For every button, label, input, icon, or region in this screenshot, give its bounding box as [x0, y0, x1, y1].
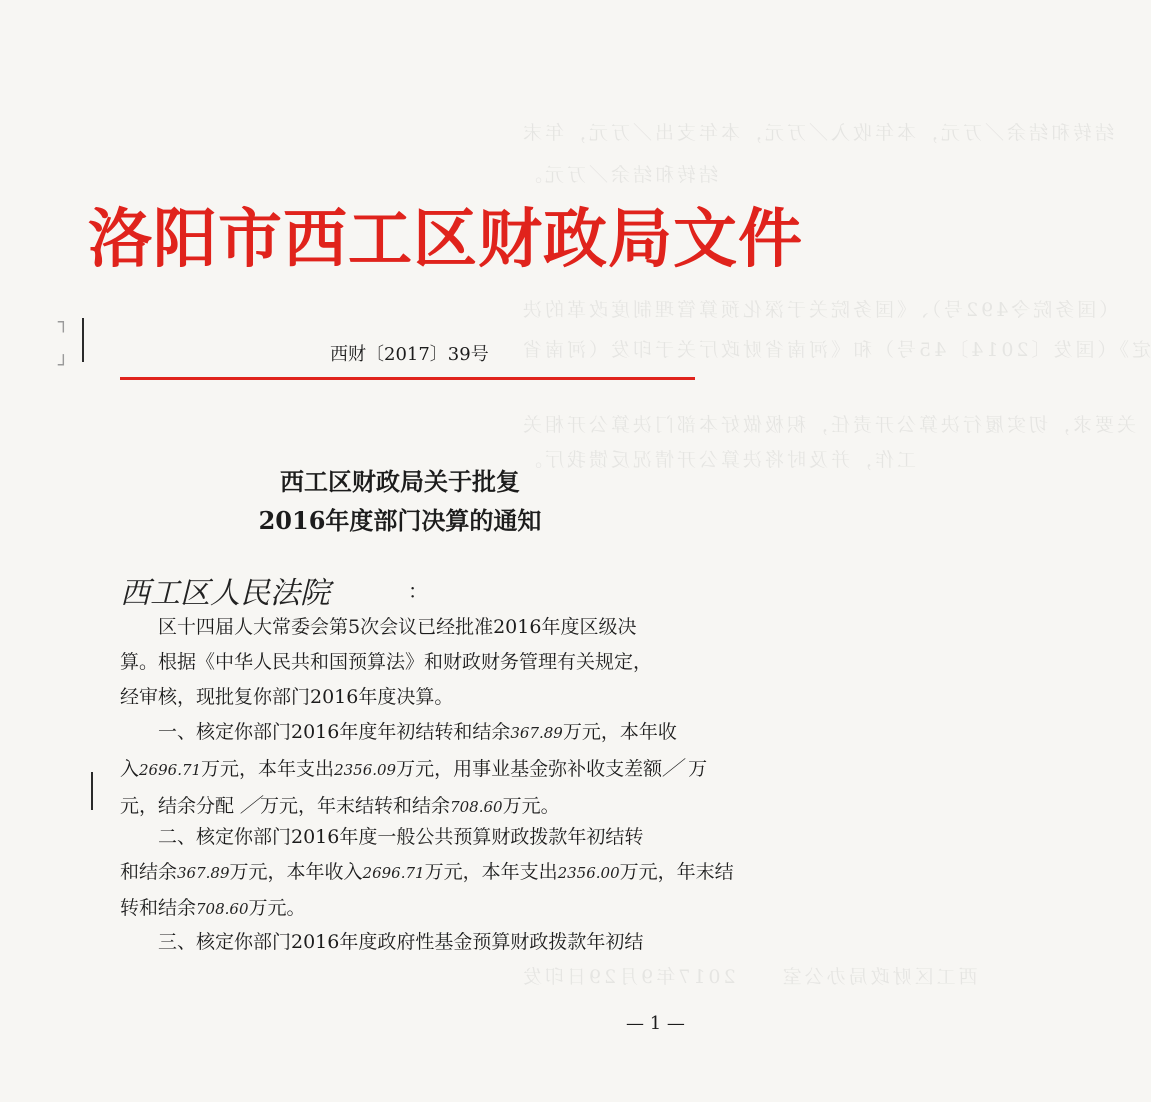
red-divider-rule [120, 377, 695, 380]
section-three-paragraph [120, 925, 710, 960]
section-two-line: 二、核定你部门2016年度一般公共预算财政拨款年初结转 [158, 826, 644, 848]
text-run: 万元，本年支出 [201, 758, 335, 780]
handwritten-dash: ／ [240, 793, 261, 817]
show-through-text: 工作，并及时将决算公开情况反馈我厅。 [520, 449, 917, 471]
letterhead-title: 洛阳市西工区财政局文件 [88, 203, 803, 277]
text-run: 万元，用事业基金弥补收支差额 [396, 758, 663, 780]
text-run: 转和结余 [120, 897, 197, 919]
text-run: 元，结余分配 [120, 795, 241, 817]
punch-hole-mark: ┐ [58, 312, 69, 333]
show-through-text: （国务院令492号）、《国务院关于深化预算管理制度改革的决 [520, 299, 1119, 321]
section-three-line: 三、核定你部门2016年度政府性基金预算财政拨款年初结 [158, 931, 644, 953]
handwritten-amount: 367.89 [177, 864, 230, 882]
section-two-line [120, 855, 734, 891]
handwritten-amount: 708.60 [450, 798, 503, 816]
text-run: 万元，年末结转和结余 [260, 795, 451, 817]
handwritten-amount: 2696.71 [362, 864, 425, 882]
margin-tick-mark [91, 772, 93, 810]
document-number: 西财〔2017〕39号 [330, 344, 489, 365]
text-run: 万元，本年收 [562, 721, 677, 743]
addressee-handwritten: 西工区人民法院 [120, 576, 330, 611]
section-two-line [120, 891, 710, 927]
intro-line: 算。根据《中华人民共和国预算法》和财政财务管理有关规定， [120, 651, 653, 673]
handwritten-amount: 2696.71 [139, 761, 202, 779]
text-run: 万元。 [248, 897, 306, 919]
text-run: 万 [682, 758, 708, 780]
show-through-text: 西工区财政局办公室 2017年9月29日印发 [520, 966, 978, 988]
text-run: 万元。 [502, 795, 560, 817]
text-run: 和结余 [120, 861, 178, 883]
intro-paragraph [120, 610, 710, 715]
handwritten-amount: 367.89 [510, 724, 563, 742]
show-through-text: 定》（国发〔2014〕45号）和《河南省财政厅关于印发（河南省 [520, 339, 1151, 361]
show-through-text: 结转和结余／万元，本年收入／万元，本年支出／万元，年末 [520, 122, 1115, 144]
text-run: 万元，本年收入 [229, 861, 363, 883]
section-one-line [120, 751, 710, 788]
text-run: 万元，本年支出 [424, 861, 558, 883]
addressee-colon: ： [408, 579, 428, 603]
text-run: 入 [120, 758, 140, 780]
handwritten-amount: 2356.00 [557, 864, 620, 882]
section-two-paragraph [120, 820, 734, 927]
punch-hole-mark: ┘ [58, 355, 69, 376]
section-one-line [120, 715, 710, 751]
intro-line: 区十四届人大常委会第5次会议已经批准2016年度区级决 [158, 616, 637, 638]
page-number: — 1 — [626, 1013, 685, 1034]
show-through-text: 关要求，切实履行决算公开责任，积极做好本部门决算公开相关 [520, 414, 1137, 436]
handwritten-amount: 708.60 [196, 900, 249, 918]
text-run: 一、核定你部门2016年度年初结转和结余 [158, 721, 511, 743]
handwritten-amount: 2356.09 [334, 761, 397, 779]
intro-line: 经审核，现批复你部门2016年度决算。 [120, 686, 454, 708]
section-one-paragraph [120, 715, 710, 825]
document-title-line1: 西工区财政局关于批复 [280, 467, 520, 496]
text-run: 万元，年末结 [619, 861, 734, 883]
show-through-text: 结转和结余／万元。 [520, 164, 719, 186]
margin-tick-mark [82, 318, 84, 362]
document-title-line2: 2016年度部门决算的通知 [258, 506, 542, 535]
handwritten-dash: ／ [662, 756, 683, 780]
